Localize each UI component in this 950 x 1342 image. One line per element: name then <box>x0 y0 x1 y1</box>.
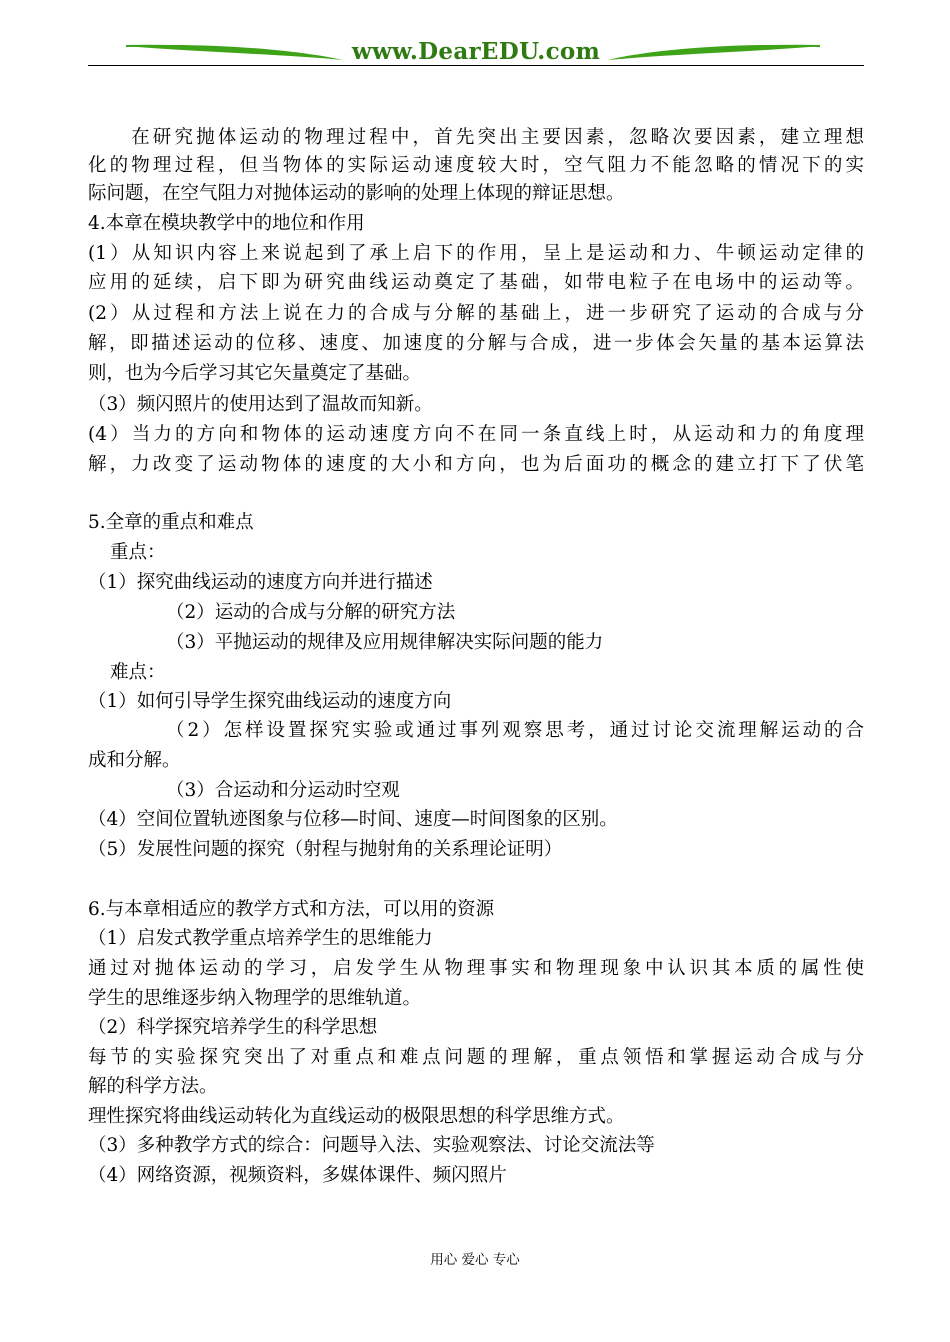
s5-diff-item3: （3）合运动和分运动时空观 <box>166 780 400 801</box>
s6-item1-text-line2: 学生的思维逐步纳入物理学的思维轨道。 <box>88 988 422 1009</box>
s4-item2-line2: 解，即描述运动的位移、速度、加速度的分解与合成，进一步体会矢量的基本运算法 <box>88 333 864 354</box>
s4-item2-line1: (2）从过程和方法上说在力的合成与分解的基础上，进一步研究了运动的合成与分 <box>88 303 864 324</box>
s4-item4-line1: (4）当力的方向和物体的运动速度方向不在同一条直线上时，从运动和力的角度理 <box>88 424 864 445</box>
para-1-line-1: 在研究抛体运动的物理过程中，首先突出主要因素，忽略次要因素，建立理想 <box>128 127 864 148</box>
s6-item4: （4）网络资源，视频资料，多媒体课件、频闪照片 <box>88 1165 507 1186</box>
site-logo-text: www.DearEDU.com <box>351 38 601 65</box>
s6-item2-text-line3: 理性探究将曲线运动转化为直线运动的极限思想的科学思维方式。 <box>88 1106 625 1127</box>
s4-item1-line1: (1）从知识内容上来说起到了承上启下的作用，呈上是运动和力、牛顿运动定律的 <box>88 243 864 264</box>
s5-difficulty-heading: 难点： <box>110 662 166 683</box>
s6-item1: （1）启发式教学重点培养学生的思维能力 <box>88 928 433 949</box>
para-1-line-2: 化的物理过程，但当物体的实际运动速度较大时，空气阻力不能忽略的情况下的实 <box>88 155 864 176</box>
s4-item1-line2: 应用的延续，启下即为研究曲线运动奠定了基础，如带电粒子在电场中的运动等。 <box>88 272 864 293</box>
s5-key-heading: 重点： <box>110 542 166 563</box>
s5-diff-item4: （4）空间位置轨迹图象与位移—时间、速度—时间图象的区别。 <box>88 809 618 830</box>
para-1-line-3: 际问题，在空气阻力对抛体运动的影响的处理上体现的辩证思想。 <box>88 183 625 204</box>
section-6-title: 6.与本章相适应的教学方式和方法，可以用的资源 <box>88 899 495 920</box>
s5-key-item2: （2）运动的合成与分解的研究方法 <box>166 602 456 623</box>
s5-key-item1: （1）探究曲线运动的速度方向并进行描述 <box>88 572 433 593</box>
header-divider <box>88 65 864 66</box>
s6-item2-text-line2: 解的科学方法。 <box>88 1076 218 1097</box>
page-header <box>88 36 864 70</box>
s4-item4-line2: 解，力改变了运动物体的速度的大小和方向，也为后面功的概念的建立打下了伏笔 <box>88 454 864 475</box>
s4-item3: （3）频闪照片的使用达到了温故而知新。 <box>88 394 433 415</box>
s5-diff-item1: （1）如何引导学生探究曲线运动的速度方向 <box>88 691 452 712</box>
s5-diff-item5: （5）发展性问题的探究（射程与抛射角的关系理论证明） <box>88 839 563 860</box>
s6-item2-text-line1: 每节的实验探究突出了对重点和难点问题的理解，重点领悟和掌握运动合成与分 <box>88 1047 864 1068</box>
section-4-title: 4.本章在模块教学中的地位和作用 <box>88 213 365 234</box>
s5-key-item3: （3）平抛运动的规律及应用规律解决实际问题的能力 <box>166 632 604 653</box>
page-footer: 用心 爱心 专心 <box>430 1252 520 1268</box>
s6-item2: （2）科学探究培养学生的科学思想 <box>88 1017 378 1038</box>
s6-item3: （3）多种教学方式的综合：问题导入法、实验观察法、讨论交流法等 <box>88 1135 655 1156</box>
s5-diff-item2-line2: 成和分解。 <box>88 750 181 771</box>
s4-item2-line3: 则，也为今后学习其它矢量奠定了基础。 <box>88 363 422 384</box>
section-5-title: 5.全章的重点和难点 <box>88 512 254 533</box>
s5-diff-item2-line1: （2）怎样设置探究实验或通过事列观察思考，通过讨论交流理解运动的合 <box>166 720 864 741</box>
s6-item1-text-line1: 通过对抛体运动的学习，启发学生从物理事实和物理现象中认识其本质的属性使 <box>88 958 864 979</box>
